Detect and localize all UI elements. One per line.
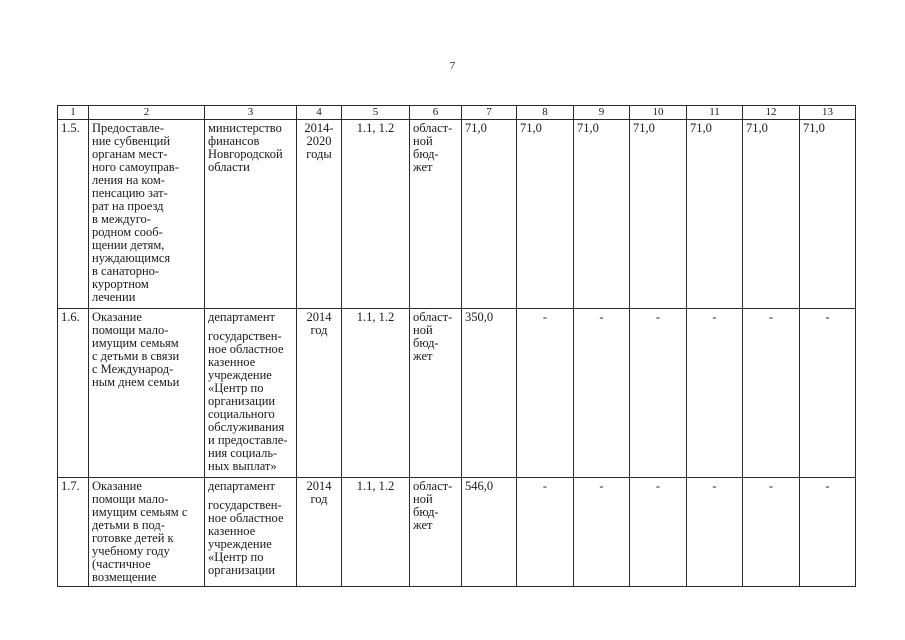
value-cell-8: 71,0 (517, 120, 574, 309)
header-cell-9: 9 (574, 106, 630, 120)
header-cell-10: 10 (630, 106, 687, 120)
header-cell-5: 5 (342, 106, 410, 120)
header-cell-6: 6 (410, 106, 462, 120)
header-cell-3: 3 (205, 106, 297, 120)
value-cell-12: 71,0 (743, 120, 800, 309)
measures-table (57, 105, 856, 587)
table-row (58, 309, 856, 478)
period-cell: 2014- 2020 годы (297, 120, 342, 309)
value-cell-9: - (574, 309, 630, 478)
value-cell-7: 350,0 (462, 309, 517, 478)
value-cell-11: 71,0 (687, 120, 743, 309)
executor-cell (205, 120, 297, 309)
executor-secondary: государствен- ное областное казенное учреждение «Центр по организации (208, 498, 284, 577)
value-cell-12: - (743, 309, 800, 478)
targets-cell: 1.1, 1.2 (342, 120, 410, 309)
header-cell-1: 1 (58, 106, 89, 120)
table-row (58, 478, 856, 587)
header-row (58, 106, 856, 120)
value-cell-13: - (800, 478, 856, 587)
targets-cell: 1.1, 1.2 (342, 309, 410, 478)
executor-secondary: государствен- ное областное казенное учреждение «Центр по организации социального обслуживания и предоставле- ния социаль- ных выплат» (208, 329, 288, 473)
executor-cell (205, 478, 297, 587)
row-number: 1.5. (58, 120, 89, 309)
value-cell-10: 71,0 (630, 120, 687, 309)
value-cell-9: - (574, 478, 630, 587)
header-cell-11: 11 (687, 106, 743, 120)
source-cell: област- ной бюд- жет (410, 120, 462, 309)
table-row (58, 120, 856, 309)
activity-cell: Предоставле- ние субвенций органам мест- ного самоуправ- ления на ком- пенсацию зат- рат на проезд в междуго- родном сооб- щении детям, нуждающимся в санаторно- курортном лечении (89, 120, 205, 309)
header-cell-2: 2 (89, 106, 205, 120)
table-header (58, 106, 856, 120)
period-cell: 2014 год (297, 478, 342, 587)
header-cell-7: 7 (462, 106, 517, 120)
value-cell-7: 71,0 (462, 120, 517, 309)
source-cell: област- ной бюд- жет (410, 478, 462, 587)
value-cell-12: - (743, 478, 800, 587)
activity-cell: Оказание помощи мало- имущим семьям с детьми в под- готовке детей к учебному году (частичное возмещение (89, 478, 205, 587)
value-cell-11: - (687, 478, 743, 587)
value-cell-8: - (517, 309, 574, 478)
executor-cell (205, 309, 297, 478)
header-cell-13: 13 (800, 106, 856, 120)
value-cell-11: - (687, 309, 743, 478)
header-cell-4: 4 (297, 106, 342, 120)
executor-primary: департамент (208, 479, 276, 493)
value-cell-13: 71,0 (800, 120, 856, 309)
source-cell: област- ной бюд- жет (410, 309, 462, 478)
activity-cell: Оказание помощи мало- имущим семьям с детьми в связи с Международ- ным днем семьи (89, 309, 205, 478)
row-number: 1.7. (58, 478, 89, 587)
page-number: 7 (449, 60, 456, 72)
value-cell-10: - (630, 309, 687, 478)
header-cell-8: 8 (517, 106, 574, 120)
executor-primary: министерство финансов Новгородской области (208, 121, 283, 174)
value-cell-8: - (517, 478, 574, 587)
targets-cell: 1.1, 1.2 (342, 478, 410, 587)
value-cell-10: - (630, 478, 687, 587)
value-cell-13: - (800, 309, 856, 478)
executor-primary: департамент (208, 310, 276, 324)
period-cell: 2014 год (297, 309, 342, 478)
value-cell-7: 546,0 (462, 478, 517, 587)
header-cell-12: 12 (743, 106, 800, 120)
value-cell-9: 71,0 (574, 120, 630, 309)
row-number: 1.6. (58, 309, 89, 478)
